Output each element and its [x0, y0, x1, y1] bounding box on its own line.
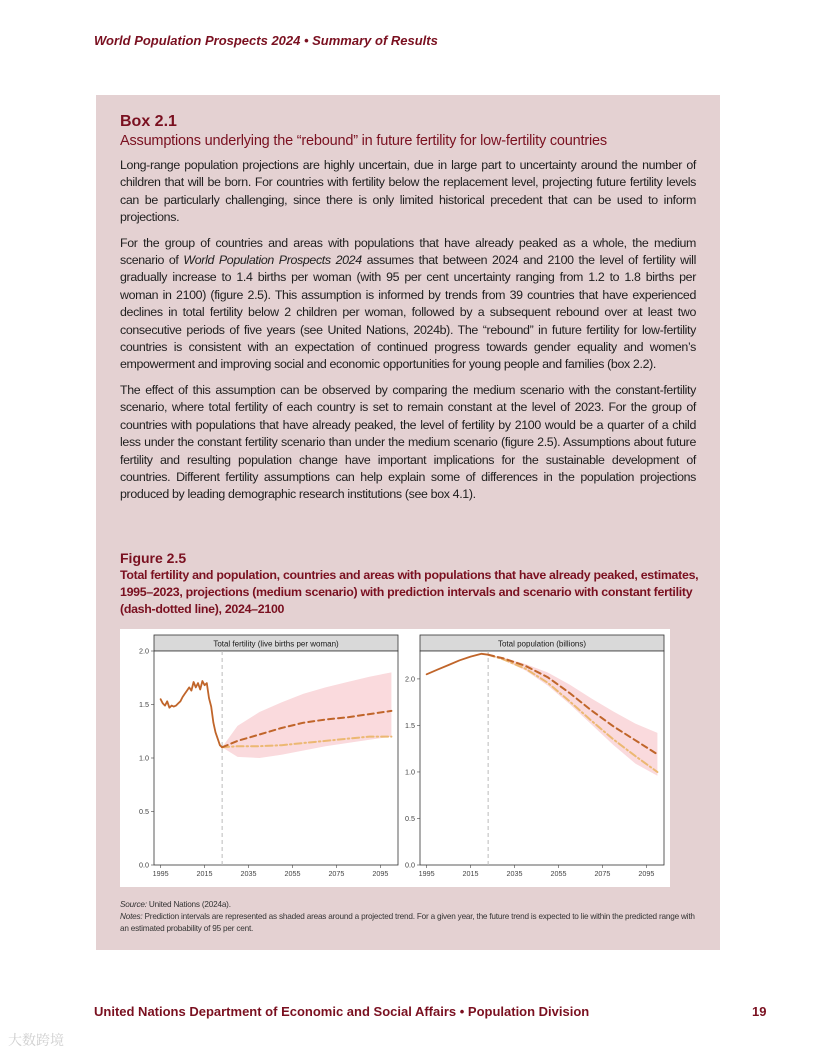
panel-1-ytick-label: 0.0	[139, 860, 149, 870]
box-label: Box 2.1	[120, 113, 177, 130]
panel-2-xtick-label: 2035	[506, 869, 523, 878]
notes-text: Prediction intervals are represented as shaded areas around a projected trend. For a given year, the future trend is expected to lie within the predicted range with an estimated probability of 95 per cent.	[120, 912, 695, 933]
paragraph-2	[120, 235, 696, 374]
watermark-logo: 大数跨境	[8, 1032, 64, 1048]
panel-2-title: Total population (billions)	[497, 639, 587, 649]
report-title-italic: World Population Prospects 2024	[183, 253, 362, 268]
panel-2-xtick-label: 2095	[638, 869, 655, 878]
box-body	[120, 157, 696, 512]
box-2-1	[96, 95, 720, 950]
figure-2-5-chart	[120, 629, 670, 887]
panel-2-ytick-label: 0.5	[405, 814, 415, 824]
figure-label: Figure 2.5	[120, 550, 187, 566]
panel-1-ytick-label: 1.5	[139, 700, 149, 710]
figure-notes	[120, 899, 700, 935]
panel-2-ytick-label: 0.0	[405, 860, 415, 870]
box-title: Assumptions underlying the “rebound” in future fertility for low-fertility countries	[120, 133, 607, 149]
panel-1-title: Total fertility (live births per woman)	[213, 639, 339, 649]
panel-1-xtick-label: 2035	[240, 869, 257, 878]
paragraph-2-end: assumes that between 2024 and 2100 the level of fertility will gradually increase to 1.4 births per woman (with 95 per cent uncertainty ranging from 1.2 to 1.8 births per woman in 2100) (figure 2.5). This assumption is informed by trends from 39 countries that have experienced declines in total fertility below 2 children per woman, followed by a subsequent rebound over at least two consecutive periods of five years (see United Nations, 2024b). The “rebound” in future fertility for low-fertility countries is consistent with an expectation of continued progress towards gender equality and women’s empowerment and improving social and economic opportunities for young people and families (box 2.2).	[120, 253, 696, 372]
paragraph-2-start: For the group of countries and areas with populations that have already peaked as a whole, the medium scenario of	[120, 235, 696, 268]
notes-line	[120, 911, 700, 935]
panel-1-ytick-label: 0.5	[139, 807, 149, 817]
panel-2-group	[405, 635, 664, 878]
panel-1-xtick-label: 1995	[152, 869, 169, 878]
panel-2-xtick-label: 1995	[418, 869, 435, 878]
panel-2-xtick-label: 2015	[462, 869, 479, 878]
footer-org: United Nations Department of Economic and Social Affairs • Population Division	[94, 1004, 590, 1019]
panel-1-group	[139, 635, 398, 878]
notes-label: Notes:	[120, 912, 143, 921]
panel-2-ytick-label: 2.0	[405, 674, 415, 684]
panel-2-ytick-label: 1.5	[405, 721, 415, 731]
figure-title: Total fertility and population, countries and areas with populations that have already peaked, estimates, 1995–2023, projections (medium scenario) with prediction intervals and scenario with constant fertility (dash-dotted line), 2024–2100	[120, 568, 699, 616]
panel-1-xtick-label: 2055	[284, 869, 301, 878]
panel-1-xtick-label: 2075	[328, 869, 345, 878]
chart-svg	[120, 629, 670, 887]
source-label: Source:	[120, 900, 147, 909]
source-text: United Nations (2024a).	[146, 900, 231, 909]
paragraph-3: The effect of this assumption can be observed by comparing the medium scenario with the constant-fertility scenario, where total fertility of each country is set to remain constant at the level of 2023. For the group of countries with populations that have already peaked, the level of fertility by 2100 would be a quarter of a child less under the constant fertility scenario than under the medium scenario (figure 2.5). Assumptions about future fertility and resulting population change have important implications for the sustainable development of countries. Different fertility assumptions can help explain some of differences in the population projections produced by leading demographic research institutions (see box 4.1).	[120, 382, 696, 502]
panel-2-ytick-label: 1.0	[405, 767, 415, 777]
panel-1-ytick-label: 1.0	[139, 753, 149, 763]
panel-2-frame	[420, 651, 664, 865]
panel-2-xtick-label: 2075	[594, 869, 611, 878]
running-header: World Population Prospects 2024 • Summary of Results	[94, 33, 438, 48]
page-number: 19	[752, 1004, 767, 1019]
source-line	[120, 899, 700, 911]
panel-2-xtick-label: 2055	[550, 869, 567, 878]
paragraph-1: Long-range population projections are highly uncertain, due in large part to uncertainty around the number of children that will be born. For countries with fertility below the replacement level, projecting future fertility levels can be particularly challenging, since there is only limited historical precedent that can be used to inform projections.	[120, 158, 696, 225]
panel-1-xtick-label: 2095	[372, 869, 389, 878]
panel-1-ytick-label: 2.0	[139, 646, 149, 656]
panel-1-xtick-label: 2015	[196, 869, 213, 878]
